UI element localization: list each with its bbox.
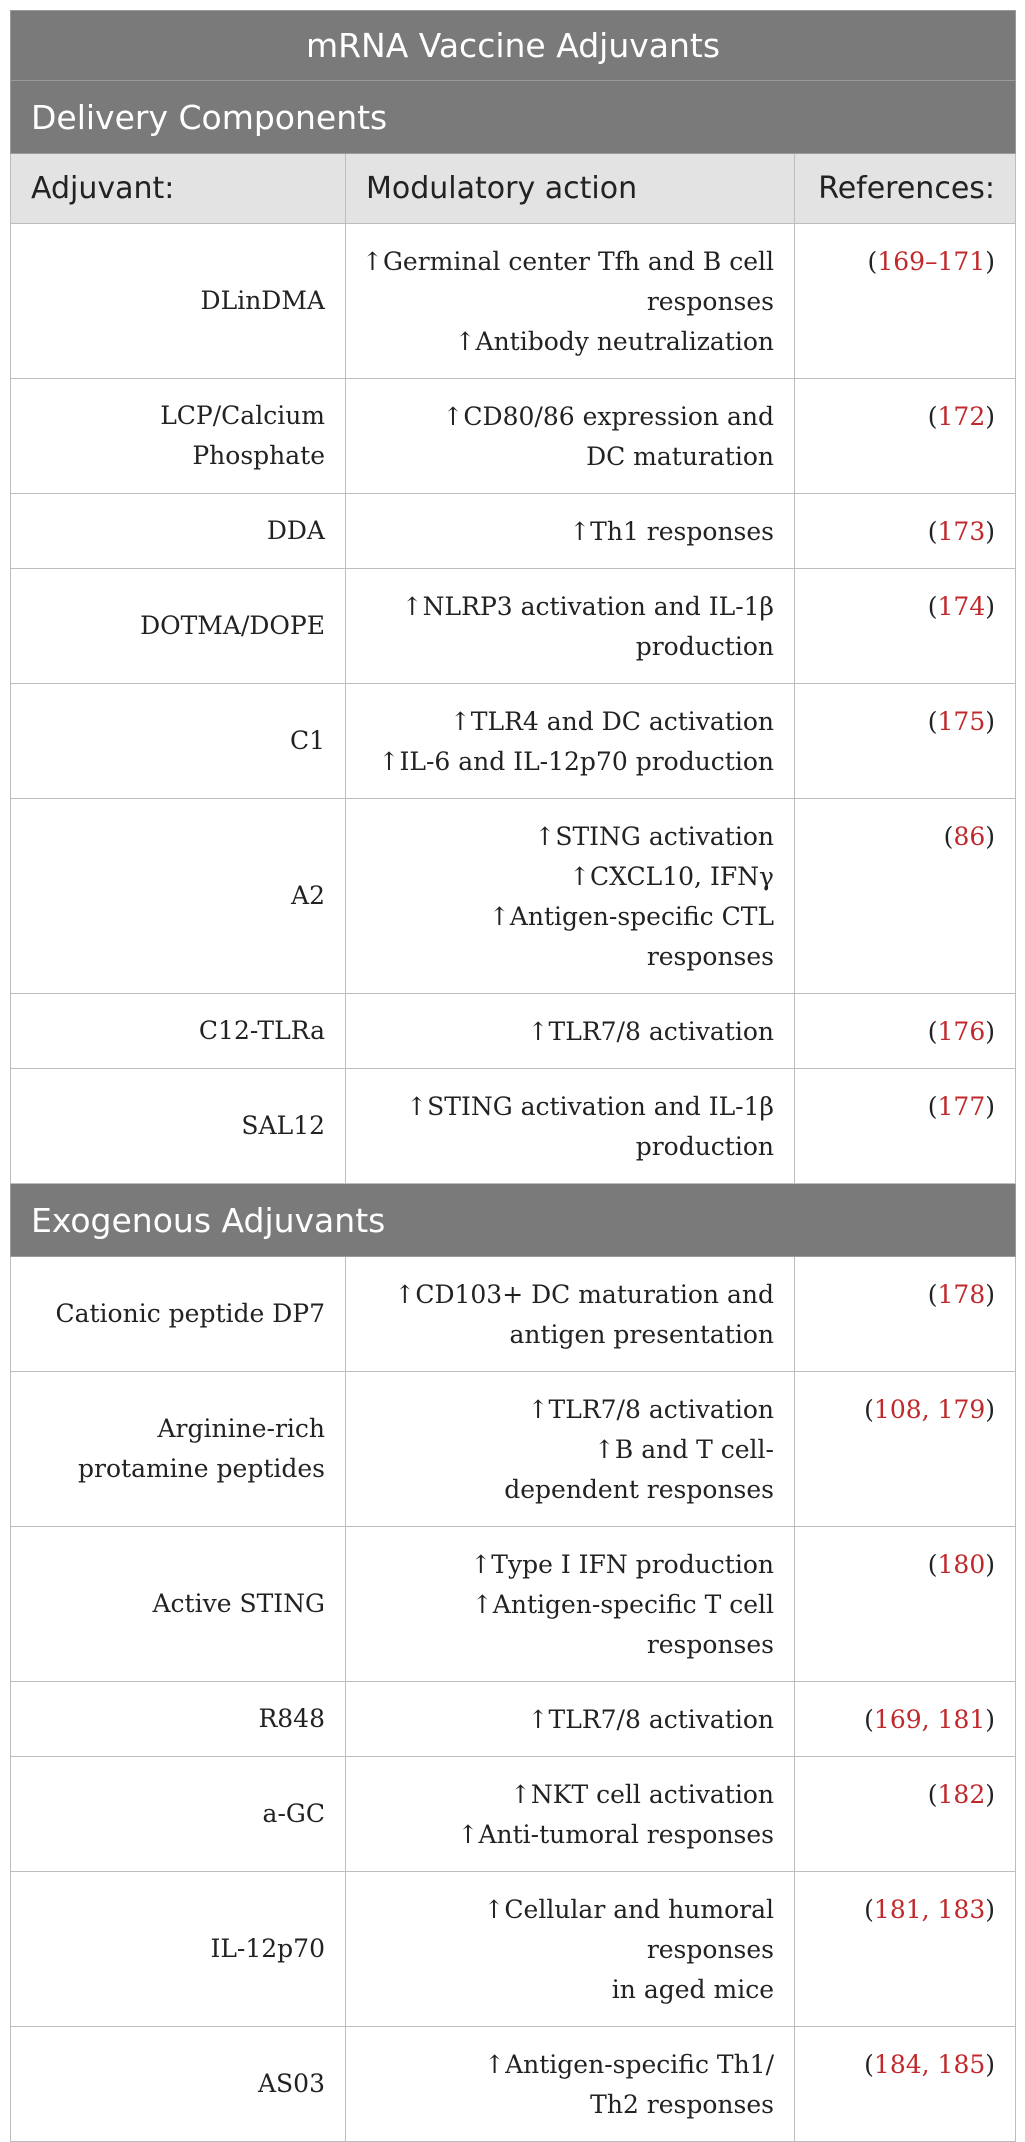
adjuvant-cell: AS03 (11, 2027, 346, 2142)
action-line: ↑TLR7/8 activation (527, 1705, 774, 1734)
references-cell: (177) (795, 1069, 1016, 1184)
action-line: ↑CD103+ DC maturation and (394, 1280, 774, 1309)
reference-link[interactable]: 108, 179 (873, 1395, 986, 1424)
table-row (11, 569, 1016, 684)
table-row (11, 1757, 1016, 1872)
adjuvant-cell: A2 (11, 799, 346, 994)
action-line: ↑NKT cell activation (509, 1780, 774, 1809)
action-cell (346, 569, 795, 684)
adjuvant-cell: Arginine-rich protamine peptides (11, 1372, 346, 1527)
table-row (11, 994, 1016, 1069)
references-cell: (176) (795, 994, 1016, 1069)
action-line: in aged mice (611, 1975, 774, 2004)
references-cell: (169–171) (795, 224, 1016, 379)
action-line: ↑TLR4 and DC activation (449, 707, 774, 736)
references-cell: (182) (795, 1757, 1016, 1872)
action-line: ↑Antigen-specific CTL responses (488, 902, 774, 971)
table-row (11, 1527, 1016, 1682)
adjuvant-cell: Cationic peptide DP7 (11, 1257, 346, 1372)
references-cell: (169, 181) (795, 1682, 1016, 1757)
references-cell: (181, 183) (795, 1872, 1016, 2027)
reference-link[interactable]: 177 (937, 1092, 986, 1121)
action-cell (346, 1872, 795, 2027)
table-row (11, 799, 1016, 994)
action-line: ↑Type I IFN production (470, 1550, 774, 1579)
action-line: dependent responses (504, 1475, 774, 1504)
reference-link[interactable]: 173 (937, 517, 986, 546)
action-cell (346, 1682, 795, 1757)
table-row (11, 1069, 1016, 1184)
table-row (11, 379, 1016, 494)
column-header-row (11, 154, 1016, 224)
action-line: ↑B and T cell- (593, 1435, 774, 1464)
references-cell: (86) (795, 799, 1016, 994)
action-cell (346, 994, 795, 1069)
column-header-references: References: (795, 154, 1016, 224)
action-line: ↑CD80/86 expression and (442, 402, 774, 431)
action-line: ↑Antibody neutralization (454, 327, 774, 356)
action-line: ↑Cellular and humoral responses (483, 1895, 774, 1964)
section-header-row (11, 1184, 1016, 1257)
adjuvant-cell: Active STING (11, 1527, 346, 1682)
references-cell: (173) (795, 494, 1016, 569)
references-cell: (108, 179) (795, 1372, 1016, 1527)
action-line: ↑Anti-tumoral responses (457, 1820, 774, 1849)
reference-link[interactable]: 181, 183 (873, 1895, 986, 1924)
table-row (11, 684, 1016, 799)
reference-link[interactable]: 182 (937, 1780, 986, 1809)
table-row (11, 1372, 1016, 1527)
adjuvant-cell: LCP/Calcium Phosphate (11, 379, 346, 494)
reference-link[interactable]: 180 (937, 1550, 986, 1579)
adjuvant-cell: a-GC (11, 1757, 346, 1872)
action-cell (346, 1527, 795, 1682)
action-line: ↑STING activation (534, 822, 774, 851)
section-title: Delivery Components (11, 81, 1016, 154)
action-line: ↑STING activation and IL-1β (406, 1092, 774, 1121)
action-cell (346, 684, 795, 799)
table-row (11, 224, 1016, 379)
references-cell: (175) (795, 684, 1016, 799)
action-line: ↑TLR7/8 activation (527, 1395, 774, 1424)
adjuvant-cell: IL-12p70 (11, 1872, 346, 2027)
action-cell (346, 2027, 795, 2142)
references-cell: (180) (795, 1527, 1016, 1682)
table-row (11, 1872, 1016, 2027)
table-row (11, 1257, 1016, 1372)
reference-link[interactable]: 86 (953, 822, 986, 851)
column-header-action: Modulatory action (346, 154, 795, 224)
action-line: ↑Th1 responses (569, 517, 774, 546)
reference-link[interactable]: 184, 185 (873, 2050, 986, 2079)
action-cell (346, 1069, 795, 1184)
action-cell (346, 224, 795, 379)
reference-link[interactable]: 178 (937, 1280, 986, 1309)
reference-link[interactable]: 172 (937, 402, 986, 431)
reference-link[interactable]: 176 (937, 1017, 986, 1046)
action-line: production (635, 1132, 774, 1161)
action-line: ↑Germinal center Tfh and B cell (362, 247, 774, 276)
reference-link[interactable]: 169, 181 (873, 1705, 986, 1734)
adjuvant-cell: DLinDMA (11, 224, 346, 379)
table-title-row (11, 11, 1016, 81)
reference-link[interactable]: 169–171 (877, 247, 986, 276)
adjuvant-cell: SAL12 (11, 1069, 346, 1184)
action-line: ↑Antigen-specific Th1/ (484, 2050, 774, 2079)
action-line: ↑TLR7/8 activation (527, 1017, 774, 1046)
adjuvant-cell: C12-TLRa (11, 994, 346, 1069)
action-line: Th2 responses (590, 2090, 774, 2119)
references-cell: (174) (795, 569, 1016, 684)
references-cell: (172) (795, 379, 1016, 494)
action-line: ↑CXCL10, IFNγ (569, 862, 774, 891)
column-header-adjuvant: Adjuvant: (11, 154, 346, 224)
action-cell (346, 1257, 795, 1372)
adjuvant-cell: C1 (11, 684, 346, 799)
action-cell (346, 494, 795, 569)
references-cell: (184, 185) (795, 2027, 1016, 2142)
action-cell (346, 1372, 795, 1527)
table-row (11, 494, 1016, 569)
action-line: ↑NLRP3 activation and IL-1β (401, 592, 774, 621)
action-line: production (635, 632, 774, 661)
action-cell (346, 1757, 795, 1872)
action-line: antigen presentation (509, 1320, 774, 1349)
action-cell (346, 379, 795, 494)
action-line: DC maturation (586, 442, 774, 471)
action-line: ↑Antigen-specific T cell responses (471, 1590, 774, 1659)
adjuvants-table-container (10, 10, 1015, 2142)
adjuvant-cell: DDA (11, 494, 346, 569)
adjuvant-cell: R848 (11, 1682, 346, 1757)
table-row (11, 2027, 1016, 2142)
adjuvant-cell: DOTMA/DOPE (11, 569, 346, 684)
action-cell (346, 799, 795, 994)
table-row (11, 1682, 1016, 1757)
adjuvants-table (10, 10, 1016, 2142)
action-line: responses (646, 287, 774, 316)
section-title: Exogenous Adjuvants (11, 1184, 1016, 1257)
references-cell: (178) (795, 1257, 1016, 1372)
section-header-row (11, 81, 1016, 154)
reference-link[interactable]: 175 (937, 707, 986, 736)
action-line: ↑IL-6 and IL-12p70 production (378, 747, 774, 776)
reference-link[interactable]: 174 (937, 592, 986, 621)
table-title: mRNA Vaccine Adjuvants (11, 11, 1016, 81)
